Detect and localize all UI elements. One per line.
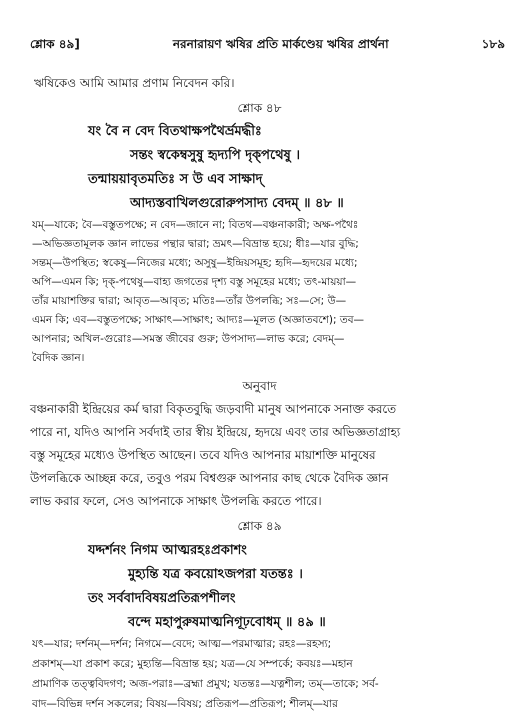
gloss-48-line: আপনার; অখিল-গুরোঃ—সমস্ত জীবের গুরু; উপসাদ্য—লাভ করে; বেদম্— [32, 333, 345, 345]
translation-line: উপলব্ধিকে আচ্ছন্ন করে, তবুও পরম বিশ্বগুরু আপনার কাছ থেকে বৈদিক জ্ঞান [30, 471, 389, 485]
translation-heading: অনুবাদ [242, 379, 277, 393]
translation-line: বস্তু সমূহের মধ্যেও উপস্থিত আছেন। তবে যদিও আপনার মায়াশক্তি মানুষের [30, 448, 376, 462]
verse-49-line-3: তং সর্ববাদবিষয়প্রতিরূপশীলং [88, 591, 236, 606]
translation-line: লাভ করার ফলে, সেও আপনাকে সাক্ষাৎ উপলব্ধি করতে পারে। [30, 494, 322, 508]
gloss-48-line: সন্তম্—উপস্থিত; স্বকেষু—নিজের মধ্যে; অসুষু—ইন্দ্রিয়সমূহ; হৃদি—হৃদয়ের মধ্যে; [32, 257, 358, 269]
gloss-48-line: —অভিজ্ঞতামূলক জ্ঞান লাভের পন্থার দ্বারা; ভ্রমৎ—বিভ্রান্ত হয়ে; ধীঃ—যার বুদ্ধি; [32, 238, 359, 250]
verse-48-line-1: যং বৈ ন বেদ বিতথাক্ষপথৈর্ভ্রমদ্ধীঃ [88, 124, 262, 139]
verse-49-line-4: বন্দে মহাপুরুষমাত্মনিগূঢ়বোধম্ ॥ ৪৯ ॥ [128, 615, 326, 630]
verse-49-line-1: যদ্দর্শনং নিগম আত্মরহঃপ্রকাশং [88, 543, 247, 558]
header-verse-ref: শ্লোক ৪৯] [30, 37, 80, 51]
gloss-48-line: অপি—এমন কি; দৃক্-পথেষু—বাহ্য জগতের দৃশ্য বস্তু সমূহের মধ্যে; তৎ-মায়য়া— [32, 276, 357, 288]
gloss-49-line: প্রামাণিক তত্ত্ববিদগণ; অজ-পরাঃ—ব্রহ্মা প্রমুখ; যতন্তঃ—যত্নশীল; তম্—তাকে; সর্ব- [32, 678, 379, 690]
verse-48-line-3: তন্মায়য়াবৃতমতিঃ স উ এব সাক্ষাদ্ [88, 172, 263, 187]
translation-line: বঞ্চনাকারী ইন্দ্রিয়ের কর্ম দ্বারা বিকৃতবুদ্ধি জড়বাদী মানুষ আপনাকে সনাক্ত করতে [30, 402, 396, 416]
gloss-48-line: এমন কি; এব—বস্তুতপক্ষে; সাক্ষাৎ—সাক্ষাৎ; আদ্যঃ—মূলত (অজ্ঞাতবশে); তব— [32, 314, 365, 326]
page-number: ১৮৯ [481, 37, 505, 51]
gloss-48-line: যম্—যাকে; বৈ—বস্তুতপক্ষে; ন বেদ—জানে না; বিতথ—বঞ্চনাকারী; অক্ষ-পথৈঃ [32, 219, 359, 231]
verse-48-line-2: সন্তং স্বকেম্বসুষু হৃদ্যপি দৃক্পথেষু । [130, 148, 300, 163]
translation-line: পারে না, যদিও আপনি সর্বদাই তার স্বীয় ইন্দ্রিয়ে, হৃদয়ে এবং তার অভিজ্ঞতাগ্রাহ্য [30, 425, 401, 439]
gloss-49-line: প্রকাশম্—যা প্রকাশ করে; মুহ্যন্তি—বিভ্রান্ত হয়; যত্র—যে সম্পর্কে; কবয়ঃ—মহান [32, 658, 353, 670]
gloss-48-line: তাঁর মায়াশক্তির দ্বারা; আবৃত—আবৃত; মতিঃ—তাঁর উপলব্ধি; সঃ—সে; উ— [32, 295, 347, 307]
verse-48-title: শ্লোক ৪৮ [237, 101, 282, 115]
page-header [30, 36, 505, 56]
verse-49-line-2: মুহ্যন্তি যত্র কবয়োঽজপরা যতন্তঃ । [128, 567, 303, 582]
gloss-49-line: যৎ—যার; দর্শনম্—দর্শন; নিগমে—বেদে; আত্ম—পরমাত্মার; রহঃ—রহস্য; [32, 638, 332, 650]
intro-line: ঋষিকেও আমি আমার প্রণাম নিবেদন করি। [34, 76, 235, 90]
verse-48-line-4: আদ্যস্তবাখিলগুরোরুপসাদ্য বেদম্ ॥ ৪৮ ॥ [130, 196, 344, 211]
header-chapter-title: নরনারায়ণ ঋষির প্রতি মার্কণ্ডেয় ঋষির প্রার্থনা [172, 37, 389, 51]
verse-49-title: শ্লোক ৪৯ [237, 519, 282, 533]
gloss-48-line: বৈদিক জ্ঞান। [32, 352, 85, 364]
gloss-49-line: বাদ—বিভিন্ন দর্শন সকলের; বিষয়—বিষয়; প্রতিরূপ—প্রতিরূপ; শীলম্—যার [32, 698, 338, 710]
